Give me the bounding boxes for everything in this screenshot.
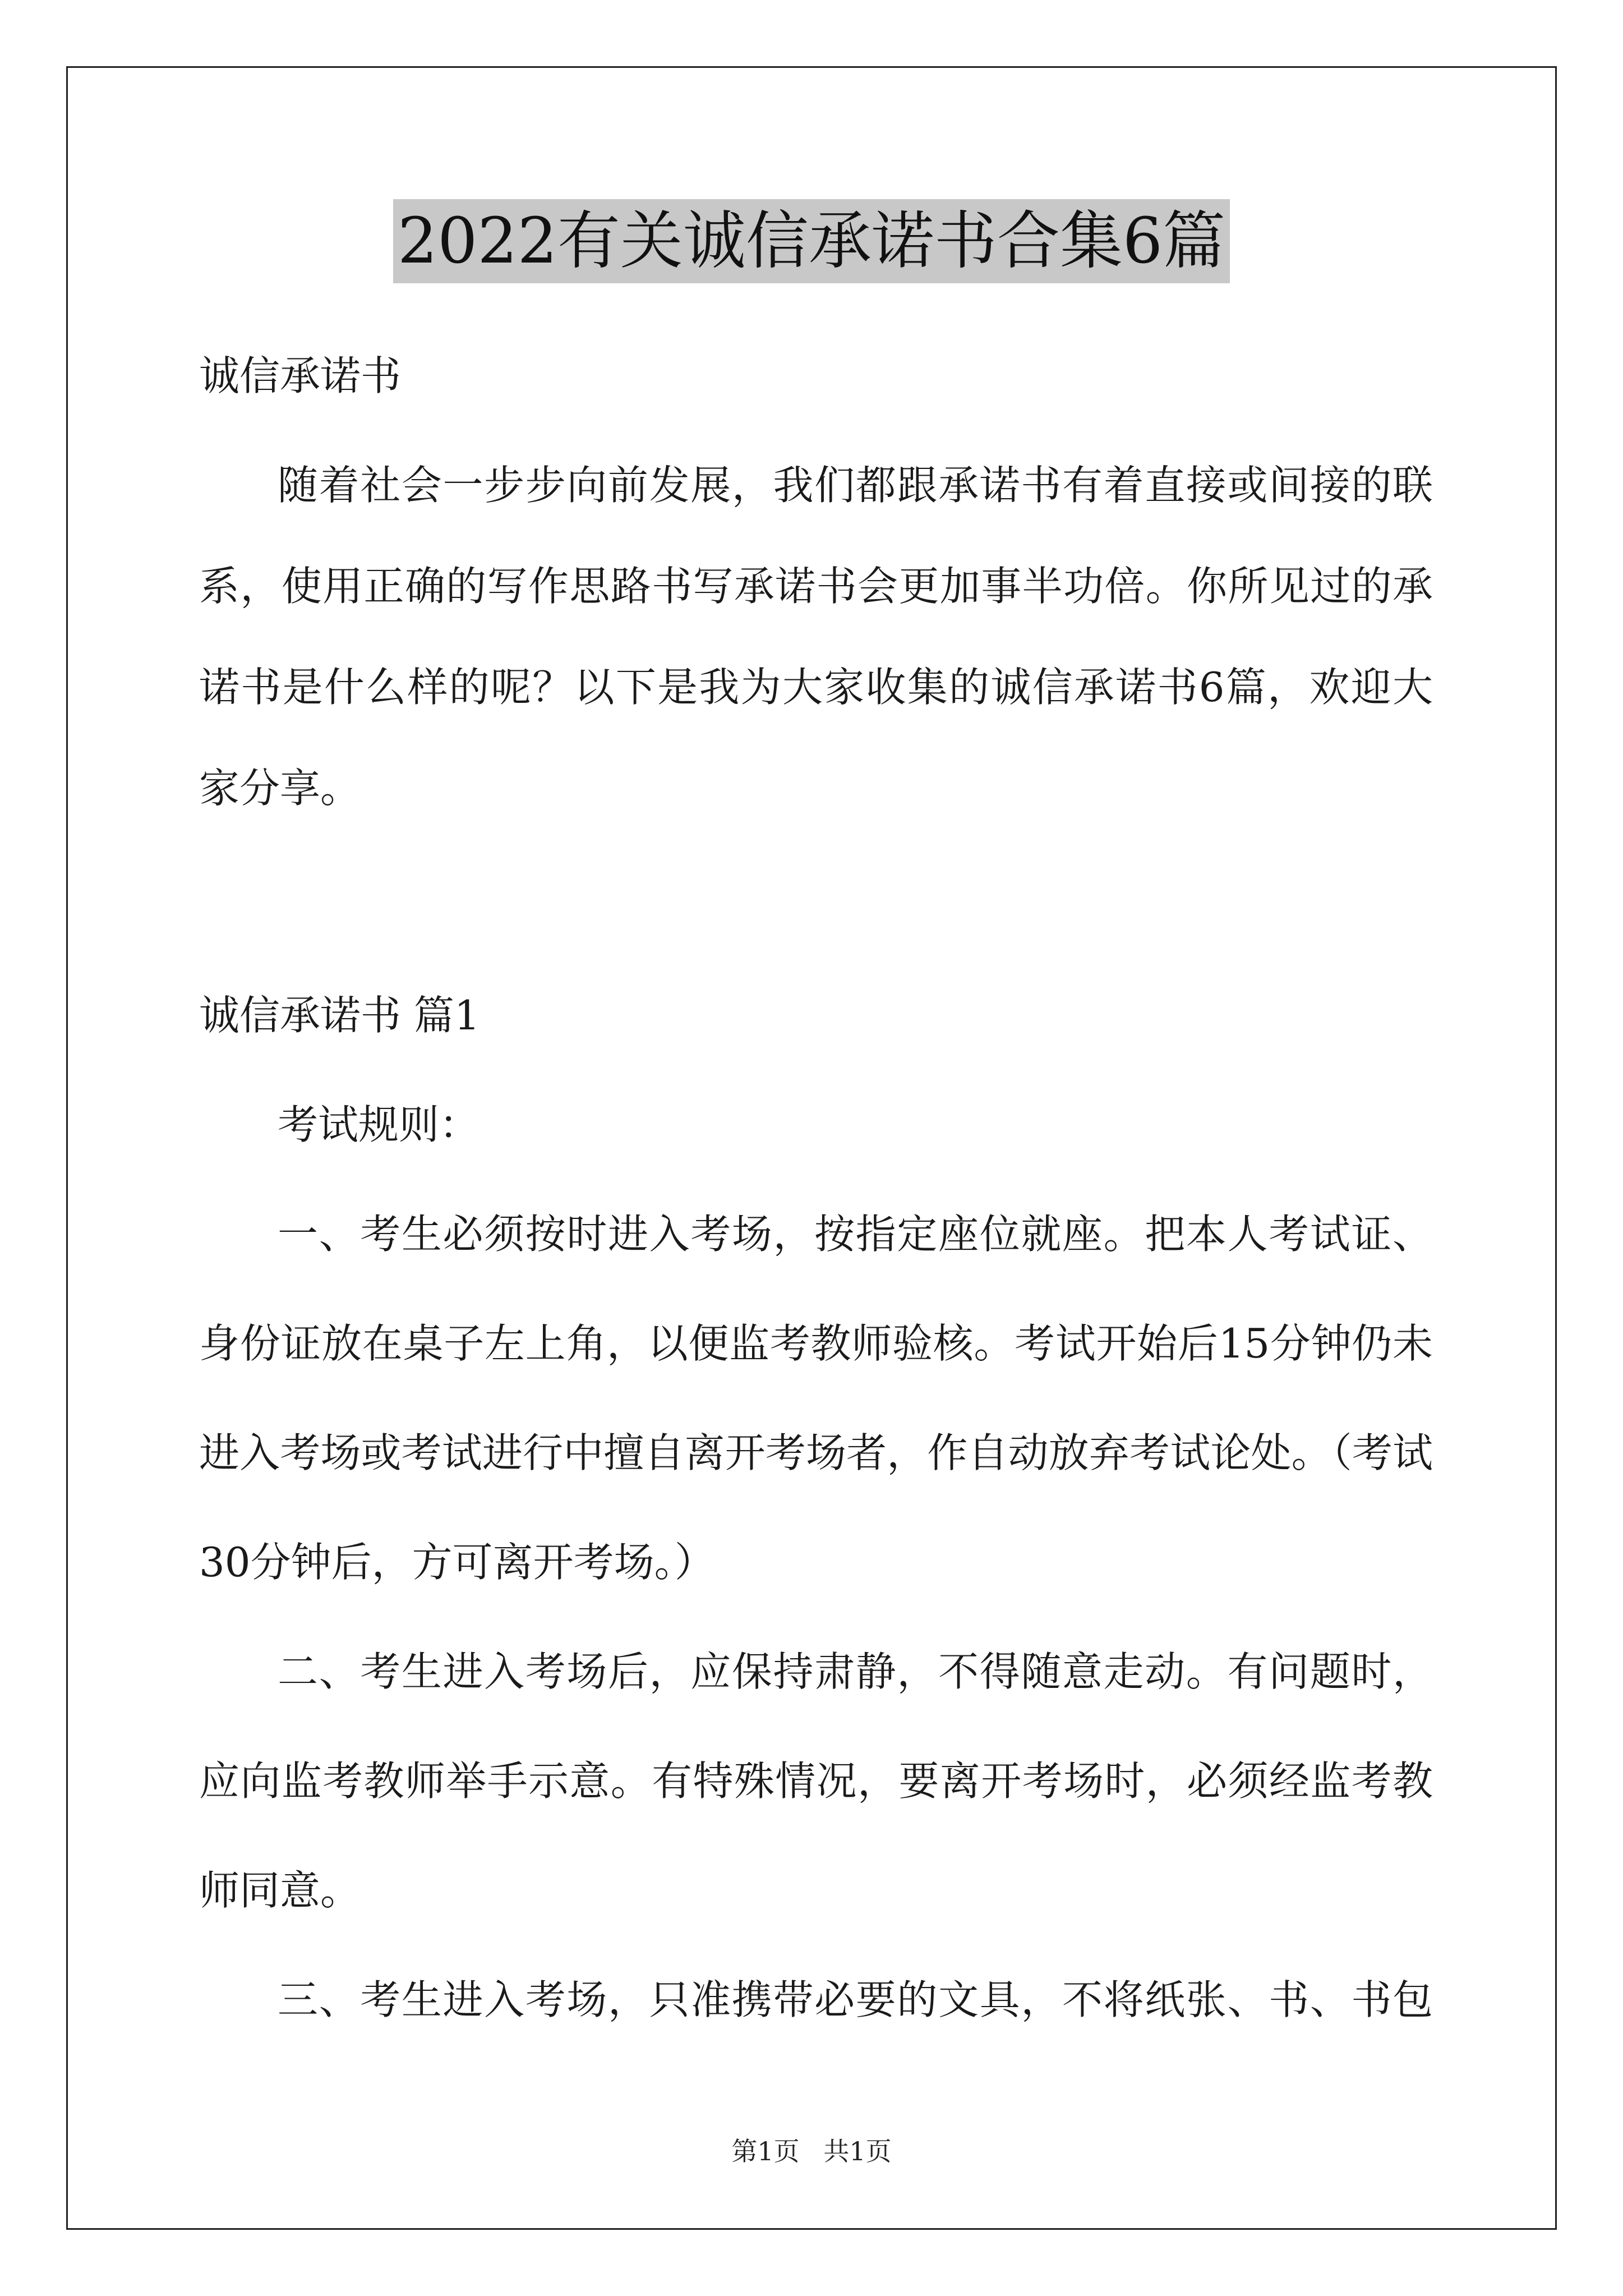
page-footer (0, 2134, 1623, 2168)
rule1-line-1: 一、考生必须按时进入考场，按指定座位就座。把本人考试证、 (278, 1211, 1433, 1258)
document-title: 2022有关诚信承诺书合集6篇 (393, 199, 1230, 283)
intro-line-1: 随着社会一步步向前发展，我们都跟承诺书有着直接或间接的联 (278, 462, 1433, 509)
section-heading: 诚信承诺书 (199, 352, 402, 399)
rules-label: 考试规则： (278, 1101, 480, 1148)
rule3-line-1: 三、考生进入考场，只准携带必要的文具，不将纸张、书、书包 (278, 1976, 1433, 2023)
rule1-line-3: 进入考场或考试进行中擅自离开考场者，作自动放弃考试论处。（考试 (199, 1429, 1433, 1476)
intro-line-2: 系，使用正确的写作思路书写承诺书会更加事半功倍。你所见过的承 (199, 563, 1433, 610)
part-heading: 诚信承诺书 篇1 (199, 992, 480, 1039)
page-number: 第1页 (731, 2136, 800, 2166)
rule2-line-1: 二、考生进入考场后，应保持肃静，不得随意走动。有问题时， (278, 1648, 1433, 1695)
intro-line-3: 诺书是什么样的呢？以下是我为大家收集的诚信承诺书6篇，欢迎大 (199, 664, 1433, 711)
rule2-line-2: 应向监考教师举手示意。有特殊情况，要离开考场时，必须经监考教 (199, 1757, 1433, 1805)
rule1-line-2: 身份证放在桌子左上角，以便监考教师验核。考试开始后15分钟仍未 (199, 1320, 1433, 1367)
page-total: 共1页 (823, 2136, 892, 2166)
rule1-line-4: 30分钟后，方可离开考场。） (199, 1539, 715, 1586)
title-container (0, 199, 1623, 283)
rule2-line-3: 师同意。 (199, 1867, 361, 1914)
intro-line-4: 家分享。 (199, 765, 361, 812)
